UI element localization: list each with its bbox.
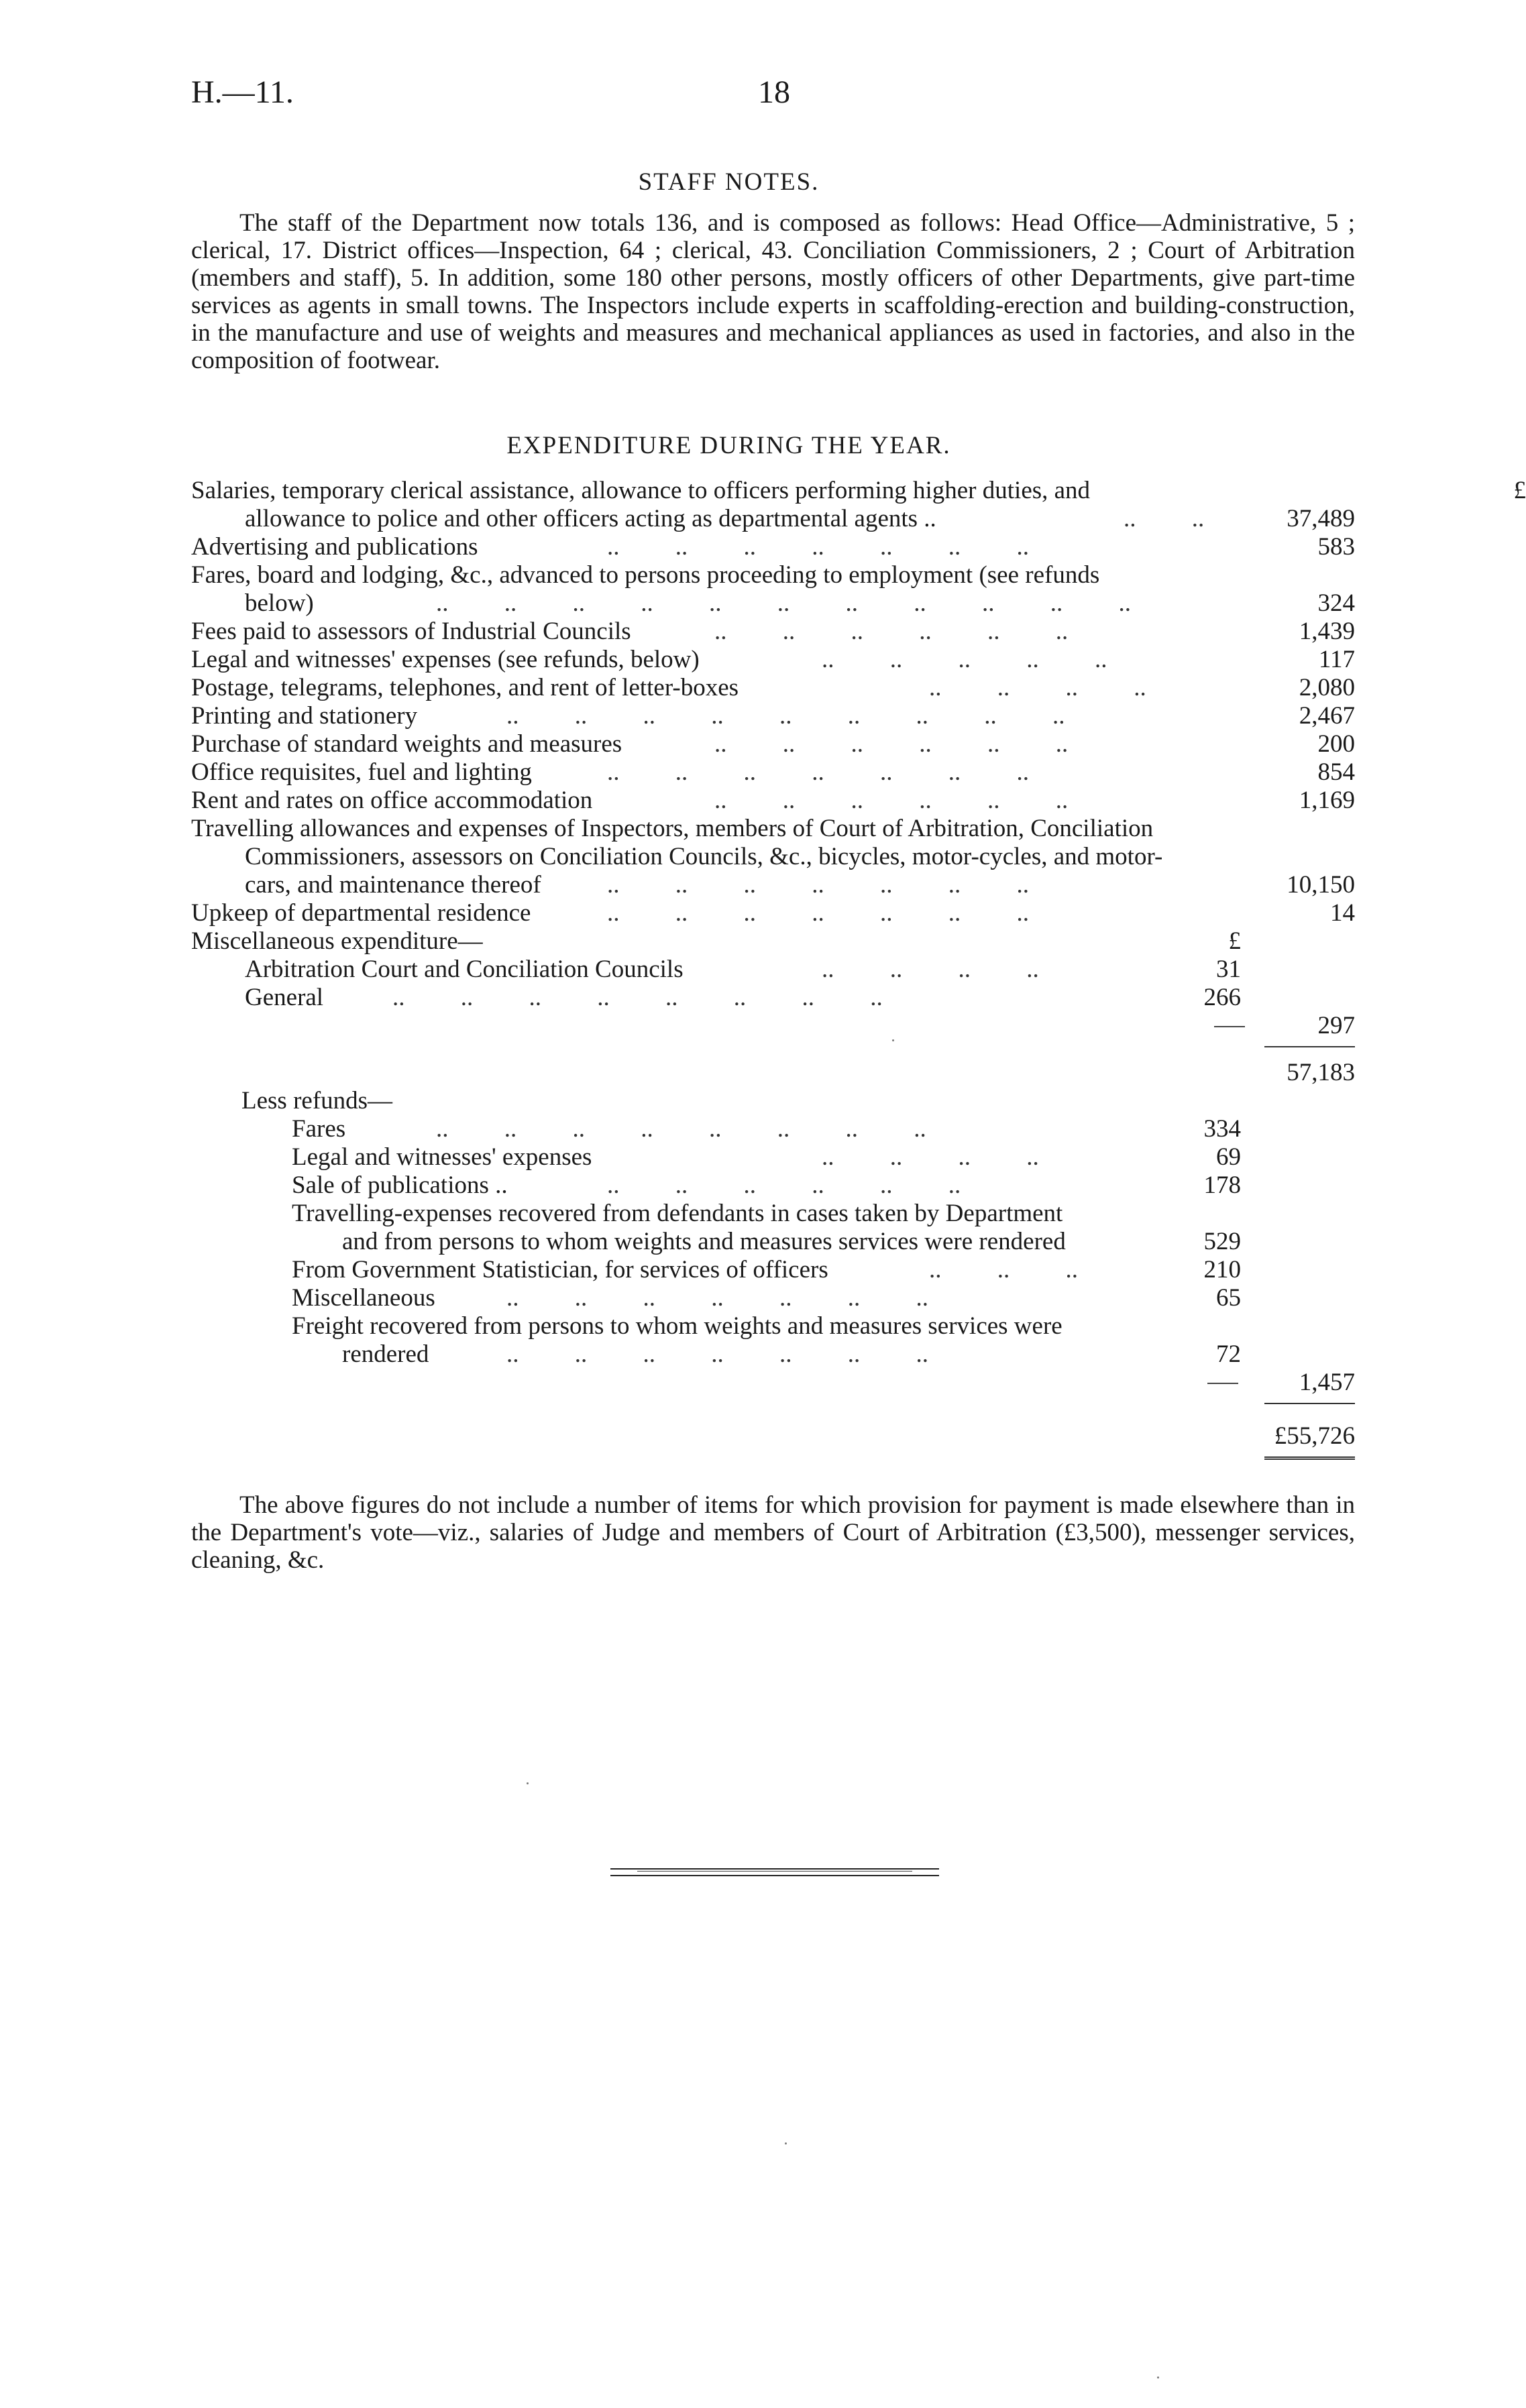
misc-total-row — [191, 1013, 1355, 1039]
expenditure-heading: EXPENDITURE DURING THE YEAR. — [506, 432, 951, 459]
refund-label: Sale of publications .. — [292, 1171, 508, 1199]
expense-row — [191, 477, 1355, 504]
misc-sub-label: Arbitration Court and Conciliation Councils — [245, 956, 684, 983]
refund-amount: 72 — [1216, 1340, 1241, 1368]
expense-amount: 1,439 — [1299, 618, 1355, 645]
refund-amount: 529 — [1203, 1228, 1241, 1255]
refund-amount: 69 — [1216, 1143, 1241, 1171]
refund-label: Fares — [292, 1115, 346, 1143]
expense-row — [191, 562, 1355, 589]
staff-notes-paragraph: The staff of the Department now totals 136, and is composed as follows: Head Office—Administrative, 5 ; clerical, 17. District offices—Inspection, 64 ; clerical, 43. Conciliation Commissioners, 2 ; Court of Arbitration (members and staff), 5. In addition, some 180 other persons, mostly officers of other Departments, give part-time services as agents in small towns. The Inspectors include experts in scaffolding-erection and building-construction, in the manufacture and use of weights and measures and mechanical appliances as used in factories, and also in the composition of footwear. — [191, 209, 1355, 374]
refund-label-line2: rendered — [342, 1340, 429, 1368]
staff-notes-heading: STAFF NOTES. — [638, 168, 820, 196]
expense-amount: 1,169 — [1299, 787, 1355, 814]
refunds-total-row — [191, 1369, 1355, 1396]
footnote-paragraph: The above figures do not include a number of items for which provision for payment is made elsewhere than in the Department's vote—viz., salaries of Judge and members of Court of Arbitration (£3,500), messenger services, cleaning, &c. — [191, 1491, 1355, 1574]
expense-amount: 37,489 — [1287, 505, 1355, 532]
expense-row: Office requisites, fuel and lighting .. .. .. .. .. .. .. 854 — [191, 758, 1355, 786]
refund-label-line1: Travelling-expenses recovered from defendants in cases taken by Department — [292, 1200, 1063, 1227]
expense-label: Fees paid to assessors of Industrial Councils — [191, 618, 631, 645]
expense-label: Advertising and publications — [191, 533, 478, 561]
misc-expenditure-row — [191, 928, 1355, 955]
expense-label-line2: Commissioners, assessors on Conciliation Councils, &c., bicycles, motor-cycles, and motor- — [245, 843, 1163, 870]
expense-label-line1: Fares, board and lodging, &c., advanced to persons proceeding to employment (see refunds — [191, 561, 1100, 589]
misc-sub-row: General .. .. .. .. .. .. .. .. 266 — [245, 984, 1241, 1011]
refund-row-cont — [191, 1228, 1355, 1255]
misc-total-amount: 297 — [1317, 1012, 1355, 1039]
page-number: 18 — [758, 74, 790, 110]
dash-rule — [1207, 1383, 1238, 1384]
expense-label: Printing and stationery — [191, 702, 418, 730]
expense-label-line3: cars, and maintenance thereof — [245, 871, 541, 899]
currency-symbol: £ — [1513, 477, 1526, 504]
refund-amount: 65 — [1216, 1284, 1241, 1312]
print-speck — [527, 1782, 529, 1784]
expense-label-line2: allowance to police and other officers acting as departmental agents .. — [245, 505, 936, 532]
document-reference: H.—11. — [191, 74, 294, 110]
misc-sub-row: Arbitration Court and Conciliation Councils .. .. .. .. 31 — [245, 956, 1241, 983]
expense-row: Postage, telegrams, telephones, and rent of letter-boxes .. .. .. .. 2,080 — [191, 674, 1355, 701]
expense-label: Purchase of standard weights and measures — [191, 730, 622, 758]
dash-rule — [1214, 1026, 1245, 1027]
expense-label: Legal and witnesses' expenses (see refunds, below) — [191, 646, 700, 673]
refund-label-line2: and from persons to whom weights and measures services were rendered — [342, 1228, 1066, 1255]
expense-amount: 2,467 — [1299, 702, 1355, 730]
misc-sub-amount: 31 — [1216, 956, 1241, 983]
expense-amount: 583 — [1317, 533, 1355, 561]
refunds-header-row — [191, 1088, 1355, 1114]
expense-row: Rent and rates on office accommodation .. .. .. .. .. .. 1,169 — [191, 787, 1355, 814]
net-total-amount: £55,726 — [1274, 1422, 1355, 1450]
refund-row — [191, 1313, 1355, 1340]
expense-row-cont: below) .. .. .. .. .. .. .. .. .. .. .. 324 — [245, 589, 1355, 617]
refunds-label: Less refunds— — [241, 1087, 393, 1114]
refund-row: Sale of publications .. .. .. .. .. .. .. 178 — [292, 1171, 1241, 1199]
refund-label-line1: Freight recovered from persons to whom weights and measures services were — [292, 1312, 1062, 1340]
print-speck — [1157, 2376, 1159, 2378]
expense-label: Postage, telegrams, telephones, and rent of letter-boxes — [191, 674, 739, 701]
subtotal-rule — [1264, 1046, 1355, 1047]
refund-row: Legal and witnesses' expenses .. .. .. .. 69 — [292, 1143, 1241, 1171]
expense-label-line1: Salaries, temporary clerical assistance, allowance to officers performing higher duties, and — [191, 477, 1091, 504]
expense-label: Rent and rates on office accommodation — [191, 787, 593, 814]
expense-row: Legal and witnesses' expenses (see refunds, below) .. .. .. .. .. 117 — [191, 646, 1355, 673]
expense-amount: 14 — [1330, 899, 1355, 927]
refund-amount: 334 — [1203, 1115, 1241, 1143]
print-speck — [785, 2142, 787, 2144]
misc-sub-amount: 266 — [1203, 984, 1241, 1011]
expense-label-line2: below) — [245, 589, 314, 617]
expense-row: Purchase of standard weights and measures .. .. .. .. .. .. 200 — [191, 730, 1355, 758]
expense-amount: 10,150 — [1287, 871, 1355, 899]
net-total-row — [191, 1423, 1355, 1450]
misc-expenditure-label: Miscellaneous expenditure— — [191, 927, 483, 955]
net-total-rule — [1264, 1403, 1355, 1404]
refund-label: Legal and witnesses' expenses — [292, 1143, 592, 1171]
expense-amount: 324 — [1317, 589, 1355, 617]
expense-label-line1: Travelling allowances and expenses of Inspectors, members of Court of Arbitration, Conciliation — [191, 815, 1154, 842]
refund-row: Fares .. .. .. .. .. .. .. .. 334 — [292, 1115, 1241, 1143]
expense-row — [191, 815, 1355, 842]
refund-amount: 210 — [1203, 1256, 1241, 1283]
expense-amount: 2,080 — [1299, 674, 1355, 701]
expense-row: Advertising and publications .. .. .. .. .. .. .. 583 — [191, 533, 1355, 561]
expense-row-cont — [191, 844, 1355, 870]
expense-amount: 117 — [1318, 646, 1355, 673]
misc-currency-symbol: £ — [1228, 927, 1241, 955]
expense-row: Fees paid to assessors of Industrial Councils .. .. .. .. .. .. 1,439 — [191, 618, 1355, 645]
refund-row-cont: rendered .. .. .. .. .. .. .. 72 — [342, 1340, 1241, 1368]
misc-sub-label: General — [245, 984, 324, 1011]
expense-row: Printing and stationery .. .. .. .. .. .. .. .. .. 2,467 — [191, 702, 1355, 730]
expense-row-cont: allowance to police and other officers acting as departmental agents .. .. .. 37,489 — [245, 505, 1355, 532]
expense-amount: 200 — [1317, 730, 1355, 758]
refund-row — [191, 1200, 1355, 1227]
refund-row: Miscellaneous .. .. .. .. .. .. .. 65 — [292, 1284, 1241, 1312]
expense-amount: 854 — [1317, 758, 1355, 786]
refund-label: From Government Statistician, for services of officers — [292, 1256, 828, 1283]
expense-label: Office requisites, fuel and lighting — [191, 758, 532, 786]
end-rule — [610, 1868, 939, 1876]
gross-total-amount: 57,183 — [1287, 1059, 1355, 1086]
refund-row: From Government Statistician, for services of officers .. .. .. 210 — [292, 1256, 1241, 1283]
gross-total-row — [191, 1059, 1355, 1086]
refund-label: Miscellaneous — [292, 1284, 435, 1312]
expense-row-cont: cars, and maintenance thereof .. .. .. .. .. .. .. 10,150 — [245, 871, 1355, 899]
expense-row: Upkeep of departmental residence .. .. .. .. .. .. .. 14 — [191, 899, 1355, 927]
expense-label: Upkeep of departmental residence — [191, 899, 531, 927]
print-speck — [892, 1039, 894, 1041]
net-total-double-rule — [1264, 1456, 1355, 1460]
refund-amount: 178 — [1203, 1171, 1241, 1199]
refunds-total-amount: 1,457 — [1299, 1369, 1355, 1396]
